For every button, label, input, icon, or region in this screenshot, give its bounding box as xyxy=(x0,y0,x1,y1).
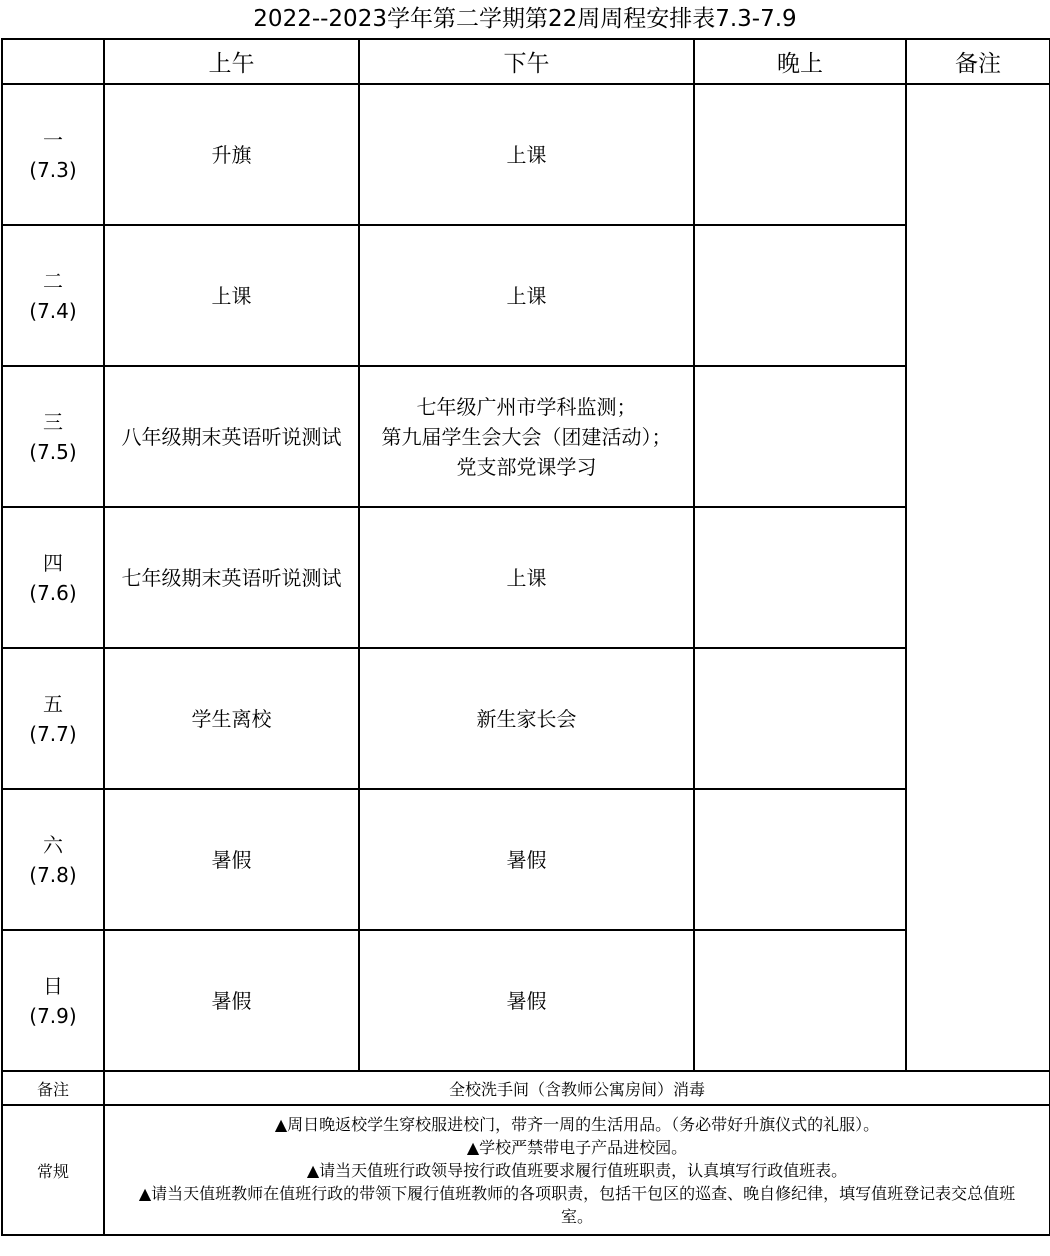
day-cell xyxy=(2,789,104,930)
afternoon-line: 党支部党课学习 xyxy=(456,454,597,479)
afternoon-line: 暑假 xyxy=(506,988,547,1013)
header-morning: 上午 xyxy=(104,39,359,84)
evening-cell xyxy=(694,225,906,366)
header-evening: 晚上 xyxy=(694,39,906,84)
day-cell xyxy=(2,225,104,366)
routine-line: 室。 xyxy=(560,1206,593,1226)
day-row-mon xyxy=(2,84,1050,225)
schedule-table xyxy=(1,38,1050,1236)
evening-cell xyxy=(694,507,906,648)
routine-row xyxy=(2,1105,1050,1235)
afternoon-line: 上课 xyxy=(506,283,547,308)
afternoon-cell xyxy=(359,225,694,366)
routine-label: 常规 xyxy=(2,1105,104,1235)
day-cell xyxy=(2,366,104,507)
afternoon-line: 第九届学生会大会（团建活动）； xyxy=(381,424,672,449)
afternoon-line: 暑假 xyxy=(506,847,547,872)
day-name: 日 xyxy=(43,973,63,998)
notes-cell xyxy=(906,84,1050,1071)
evening-cell xyxy=(694,84,906,225)
day-cell xyxy=(2,648,104,789)
afternoon-line: 七年级广州市学科监测； xyxy=(416,394,637,419)
evening-cell xyxy=(694,648,906,789)
morning-cell: 升旗 xyxy=(104,84,359,225)
routine-line: ▲学校严禁带电子产品进校园。 xyxy=(466,1137,688,1157)
day-row-wed xyxy=(2,366,1050,507)
evening-cell xyxy=(694,366,906,507)
day-cell xyxy=(2,84,104,225)
afternoon-cell xyxy=(359,648,694,789)
day-name: 六 xyxy=(43,832,63,857)
morning-cell: 八年级期末英语听说测试 xyxy=(104,366,359,507)
day-row-sun xyxy=(2,930,1050,1071)
day-row-tue xyxy=(2,225,1050,366)
afternoon-line: 新生家长会 xyxy=(476,706,577,731)
day-date: (7.8) xyxy=(29,862,77,887)
day-date: (7.3) xyxy=(29,157,77,182)
afternoon-line: 上课 xyxy=(506,565,547,590)
day-date: (7.4) xyxy=(29,298,77,323)
day-name: 一 xyxy=(43,127,63,152)
remarks-row xyxy=(2,1071,1050,1105)
day-date: (7.7) xyxy=(29,721,77,746)
day-row-sat xyxy=(2,789,1050,930)
morning-cell: 七年级期末英语听说测试 xyxy=(104,507,359,648)
remarks-text: 全校洗手间（含教师公寓房间）消毒 xyxy=(104,1071,1050,1105)
routine-rules xyxy=(104,1105,1050,1235)
day-cell xyxy=(2,507,104,648)
header-blank xyxy=(2,39,104,84)
day-name: 二 xyxy=(43,268,63,293)
evening-cell xyxy=(694,930,906,1071)
header-row xyxy=(2,39,1050,84)
day-date: (7.6) xyxy=(29,580,77,605)
routine-line: ▲请当天值班行政领导按行政值班要求履行值班职责，认真填写行政值班表。 xyxy=(306,1160,848,1180)
afternoon-cell xyxy=(359,84,694,225)
evening-cell xyxy=(694,789,906,930)
day-row-thu xyxy=(2,507,1050,648)
page-title: 2022--2023学年第二学期第22周周程安排表7.3-7.9 xyxy=(253,6,797,32)
day-cell xyxy=(2,930,104,1071)
afternoon-line: 上课 xyxy=(506,142,547,167)
morning-cell: 学生离校 xyxy=(104,648,359,789)
morning-cell: 暑假 xyxy=(104,789,359,930)
afternoon-cell xyxy=(359,789,694,930)
remarks-label: 备注 xyxy=(2,1071,104,1105)
routine-line: ▲周日晚返校学生穿校服进校门，带齐一周的生活用品。（务必带好升旗仪式的礼服）。 xyxy=(274,1114,880,1134)
day-date: (7.5) xyxy=(29,439,77,464)
routine-line: ▲请当天值班教师在值班行政的带领下履行值班教师的各项职责，包括干包区的巡查、晚自修纪律，填写值班登记表交总值班 xyxy=(138,1183,1016,1203)
morning-cell: 暑假 xyxy=(104,930,359,1071)
afternoon-cell xyxy=(359,930,694,1071)
day-date: (7.9) xyxy=(29,1003,77,1028)
day-row-fri xyxy=(2,648,1050,789)
header-afternoon: 下午 xyxy=(359,39,694,84)
afternoon-cell xyxy=(359,507,694,648)
day-name: 四 xyxy=(43,550,63,575)
day-name: 五 xyxy=(43,691,63,716)
afternoon-cell xyxy=(359,366,694,507)
morning-cell: 上课 xyxy=(104,225,359,366)
day-name: 三 xyxy=(43,409,63,434)
header-notes: 备注 xyxy=(906,39,1050,84)
